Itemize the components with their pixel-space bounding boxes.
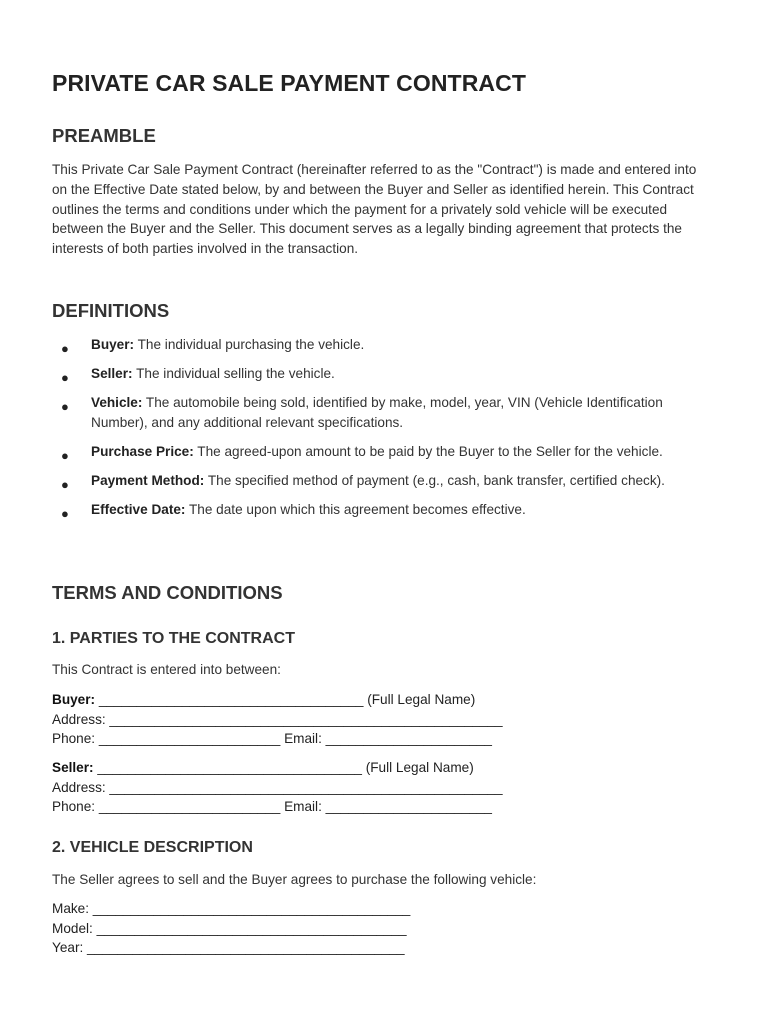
seller-name-line[interactable] (52, 758, 503, 778)
definition-item (52, 393, 692, 433)
bullet-icon: ● (61, 341, 69, 356)
buyer-block (52, 690, 503, 749)
bullet-icon: ● (61, 476, 69, 492)
definition-text: The agreed-upon amount to be paid by the Buyer to the Seller for the vehicle. (193, 443, 663, 459)
terms-heading: TERMS AND CONDITIONS (52, 582, 283, 603)
make-line[interactable]: Make: __________________________________________ (52, 901, 411, 916)
definition-term: Purchase Price: (91, 443, 194, 459)
buyer-name-field: ___________________________________ (Full Legal Name) (95, 692, 476, 707)
definition-item (52, 364, 692, 384)
definition-term: Effective Date: (91, 501, 186, 517)
definition-item (52, 500, 692, 520)
definition-item (52, 335, 692, 355)
bullet-icon: ● (61, 447, 69, 463)
definition-text: The individual selling the vehicle. (132, 365, 335, 381)
definition-text: The individual purchasing the vehicle. (134, 337, 365, 352)
definition-text: The specified method of payment (e.g., cash, bank transfer, certified check). (204, 472, 665, 488)
definition-text: The automobile being sold, identified by make, model, year, VIN (Vehicle Identification Number), and any additional relevant specifications. (91, 394, 663, 430)
vehicle-heading: 2. VEHICLE DESCRIPTION (52, 839, 253, 856)
year-line[interactable]: Year: __________________________________________ (52, 940, 405, 955)
definition-term: Payment Method: (91, 472, 205, 488)
seller-block (52, 758, 503, 817)
definition-term: Buyer: (91, 337, 135, 352)
bullet-icon: ● (61, 505, 69, 521)
definition-item (52, 442, 692, 462)
buyer-label: Buyer: (52, 692, 96, 707)
bullet-icon: ● (61, 398, 69, 414)
bullet-icon: ● (61, 369, 69, 385)
page-title: PRIVATE CAR SALE PAYMENT CONTRACT (52, 70, 526, 96)
vehicle-intro: The Seller agrees to sell and the Buyer agrees to purchase the following vehicle: (52, 872, 537, 887)
seller-address-line[interactable]: Address: ____________________________________________________ (52, 779, 503, 795)
definition-item (52, 471, 692, 491)
seller-name-field: ___________________________________ (Full Legal Name) (93, 760, 474, 775)
preamble-text: This Private Car Sale Payment Contract (hereinafter referred to as the "Contract") is made and entered into on the Effective Date stated below, by and between the Buyer and Seller as identified herein. This Contract outlines the terms and conditions under which the payment for a privately sold vehicle will be executed between the Buyer and the Seller. This document serves as a legally binding agreement that protects the interests of both parties involved in the transaction. (52, 162, 697, 257)
seller-phone-email-line[interactable]: Phone: ________________________ Email: ______________________ (52, 799, 492, 814)
vehicle-fields (52, 899, 410, 958)
definition-text: The date upon which this agreement becomes effective. (185, 501, 526, 517)
parties-heading: 1. PARTIES TO THE CONTRACT (52, 630, 295, 647)
buyer-address-line[interactable]: Address: ____________________________________________________ (52, 711, 503, 727)
buyer-phone-email-line[interactable]: Phone: ________________________ Email: ______________________ (52, 731, 492, 746)
definitions-list (52, 335, 692, 529)
definition-term: Seller: (91, 365, 133, 381)
buyer-name-line[interactable] (52, 690, 503, 710)
definition-term: Vehicle: (91, 394, 143, 410)
preamble-heading: PREAMBLE (52, 125, 156, 146)
definitions-heading: DEFINITIONS (52, 300, 170, 321)
parties-intro: This Contract is entered into between: (52, 662, 281, 677)
seller-label: Seller: (52, 760, 94, 775)
model-line[interactable]: Model: _________________________________________ (52, 920, 407, 936)
